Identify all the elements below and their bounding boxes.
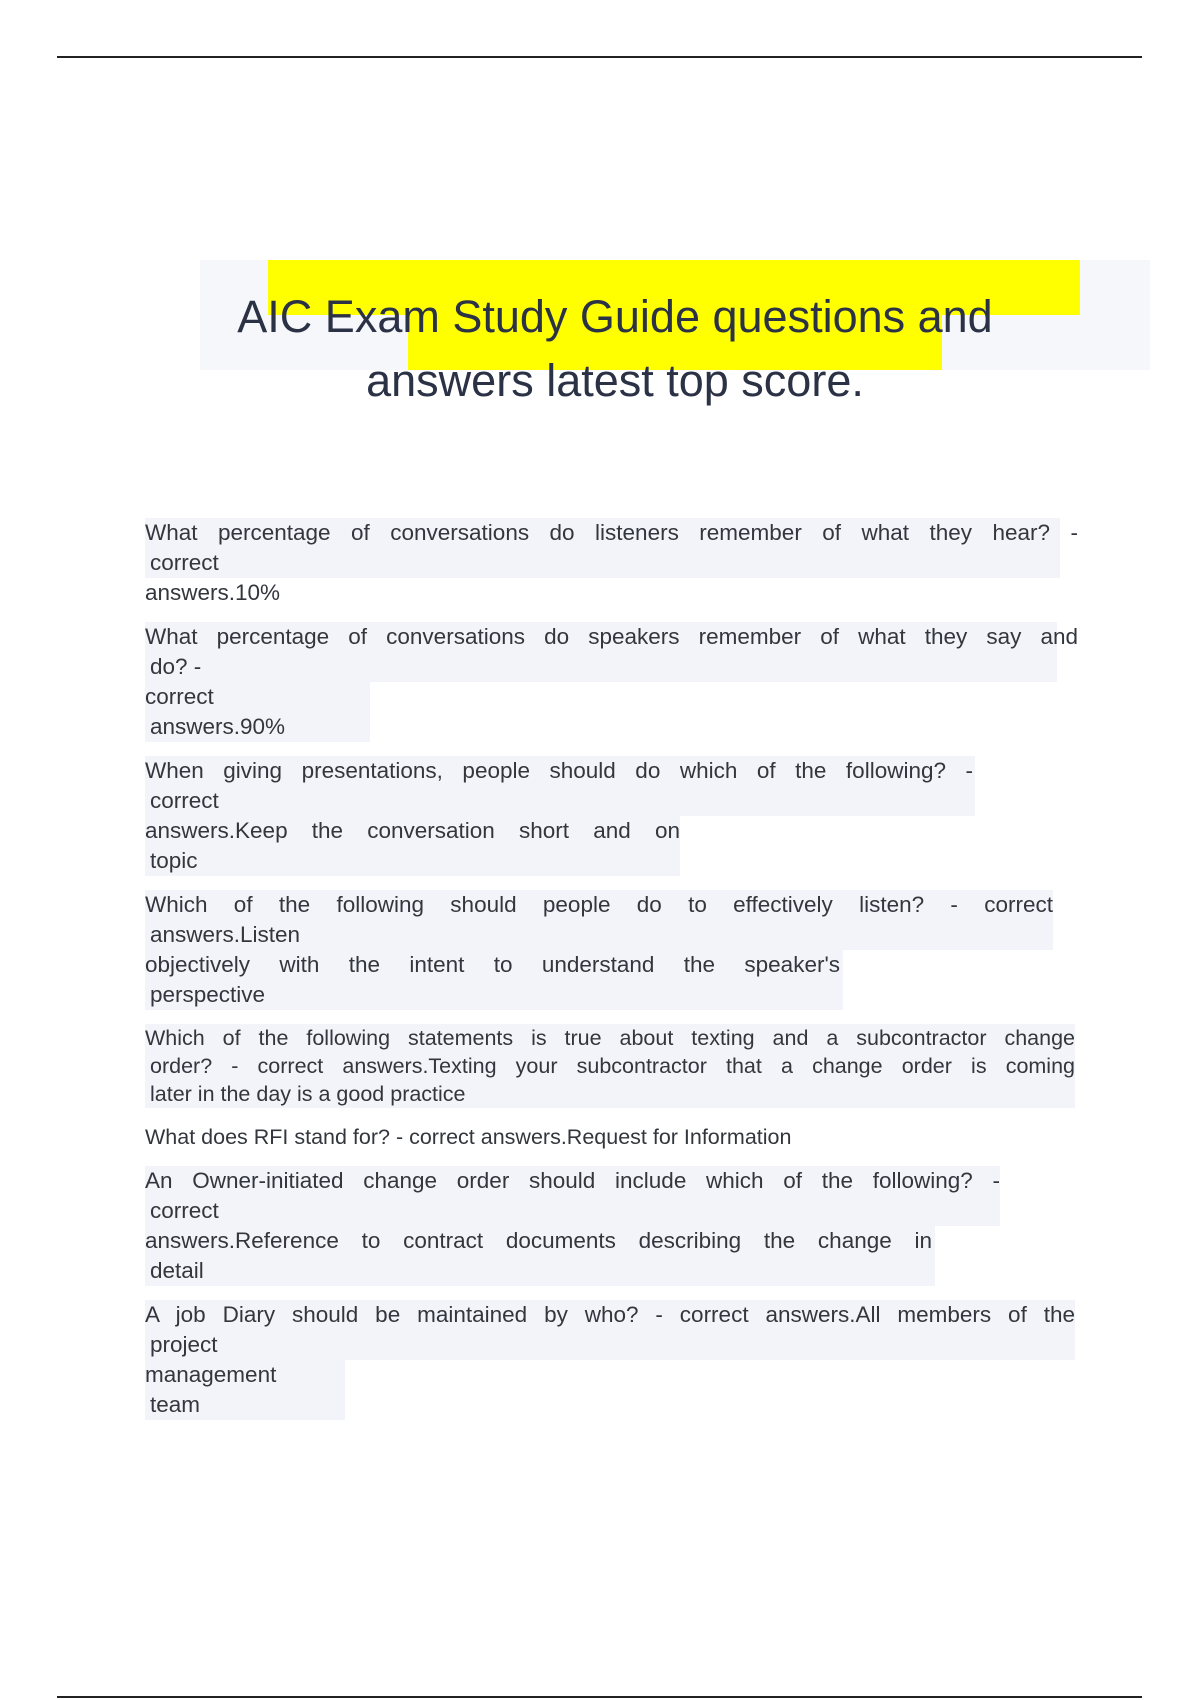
qa-item <box>145 518 1078 608</box>
qa-line: correct <box>150 788 219 813</box>
qa-item <box>145 890 1078 1010</box>
qa-line: Which of the following statements is true about texting and a subcontractor change <box>145 1026 1075 1050</box>
qa-list <box>145 518 1078 1434</box>
top-rule <box>57 56 1142 58</box>
qa-item <box>145 1300 1078 1420</box>
qa-line: answers.Reference to contract documents describing the change in <box>145 1228 932 1253</box>
document-title <box>190 285 1040 413</box>
qa-item <box>145 756 1078 876</box>
qa-line: When giving presentations, people should do which of the following? - <box>145 758 973 783</box>
bottom-rule <box>57 1696 1142 1698</box>
qa-line: objectively with the intent to understand the speaker's <box>145 952 840 977</box>
qa-item <box>145 1024 1078 1108</box>
qa-line: answers.90% <box>150 714 286 739</box>
qa-line: A job Diary should be maintained by who? - correct answers.All members of the <box>145 1302 1075 1327</box>
qa-line: answers.Keep the conversation short and on <box>145 818 680 843</box>
qa-line: topic <box>150 848 198 873</box>
qa-line: answers.10% <box>145 580 281 605</box>
title-line-1: AIC Exam Study Guide questions and <box>237 291 993 342</box>
qa-line: perspective <box>150 982 266 1007</box>
qa-item <box>145 622 1078 742</box>
qa-line: do? - <box>150 654 202 679</box>
qa-item <box>145 1122 1078 1152</box>
qa-line: What percentage of conversations do listeners remember of what they hear? - <box>145 520 1078 545</box>
qa-line: Which of the following should people do to effectively listen? - correct <box>145 892 1053 917</box>
qa-line: project <box>150 1332 218 1357</box>
qa-line: correct <box>150 1198 219 1223</box>
qa-line: correct <box>145 684 214 709</box>
qa-item <box>145 1166 1078 1286</box>
qa-line: correct <box>150 550 219 575</box>
qa-line: management <box>145 1362 277 1387</box>
qa-line: An Owner-initiated change order should include which of the following? - <box>145 1168 1000 1193</box>
qa-line: later in the day is a good practice <box>150 1082 466 1106</box>
qa-line: answers.Listen <box>150 922 301 947</box>
qa-line: What percentage of conversations do speakers remember of what they say and <box>145 624 1078 649</box>
title-line-2: answers latest top score. <box>366 355 864 406</box>
qa-line: team <box>150 1392 201 1417</box>
qa-line: detail <box>150 1258 204 1283</box>
qa-line: What does RFI stand for? - correct answers.Request for Information <box>145 1125 792 1149</box>
qa-line: order? - correct answers.Texting your subcontractor that a change order is coming <box>150 1054 1075 1078</box>
